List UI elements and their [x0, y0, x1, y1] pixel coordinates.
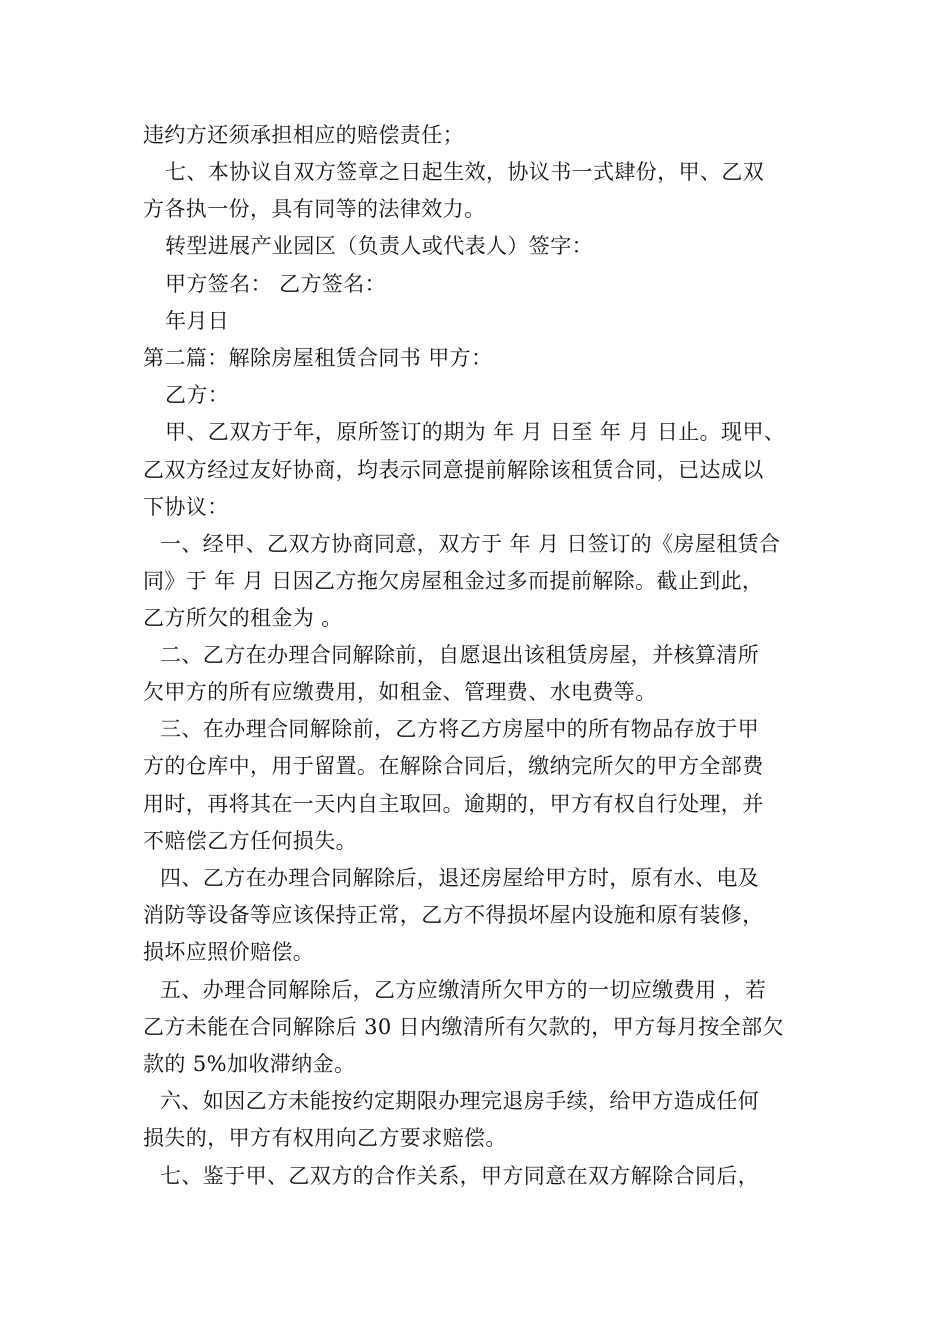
text-line: 消防等设备等应该保持正常，乙方不得损坏屋内设施和原有装修，	[143, 903, 764, 927]
text-line: 甲、乙双方于年，原所签订的期为 年 月 日至 年 月 日止。现甲、	[165, 420, 786, 444]
text-line: 违约方还须承担相应的赔偿责任；	[143, 123, 464, 147]
text-line: 一、经甲、乙双方协商同意，双方于 年 月 日签订的《房屋租赁合	[160, 532, 781, 556]
text-line: 甲方签名： 乙方签名：	[165, 272, 387, 296]
text-line: 不赔偿乙方任何损失。	[143, 829, 357, 853]
text-line: 乙方所欠的租金为 。	[143, 606, 343, 630]
text-line: 七、鉴于甲、乙双方的合作关系，甲方同意在双方解除合同后，	[160, 1164, 760, 1188]
text-line: 转型进展产业园区（负责人或代表人）签字：	[165, 234, 593, 258]
text-line: 年月日	[165, 309, 230, 333]
text-line: 下协议：	[143, 495, 229, 519]
text-line: 七、本协议自双方签章之日起生效，协议书一式肆份，甲、乙双	[165, 160, 765, 184]
text-line: 三、在办理合同解除前，乙方将乙方房屋中的所有物品存放于甲	[160, 717, 760, 741]
text-line: 款的 5%加收滞纳金。	[143, 1052, 356, 1076]
text-line: 四、乙方在办理合同解除后，退还房屋给甲方时，原有水、电及	[160, 866, 760, 890]
text-line: 五、办理合同解除后，乙方应缴清所欠甲方的一切应缴费用 ，若	[160, 978, 767, 1002]
text-line: 方的仓库中，用于留置。在解除合同后，缴纳完所欠的甲方全部费	[143, 754, 764, 778]
text-line: 损坏应照价赔偿。	[143, 940, 315, 964]
text-line: 乙方未能在合同解除后 30 日内缴清所有欠款的，甲方每月按全部欠	[143, 1015, 784, 1039]
text-line: 乙双方经过友好协商，均表示同意提前解除该租赁合同，已达成以	[143, 458, 764, 482]
text-line: 用时，再将其在一天内自主取回。逾期的，甲方有权自行处理，并	[143, 792, 764, 816]
text-line: 乙方：	[165, 383, 230, 407]
text-line: 同》于 年 月 日因乙方拖欠房屋租金过多而提前解除。截止到此，	[143, 569, 764, 593]
text-line: 欠甲方的所有应缴费用，如租金、管理费、水电费等。	[143, 680, 657, 704]
section-heading: 第二篇：解除房屋租赁合同书 甲方：	[143, 346, 493, 370]
text-line: 六、如因乙方未能按约定期限办理完退房手续，给甲方造成任何	[160, 1089, 760, 1113]
text-line: 损失的，甲方有权用向乙方要求赔偿。	[143, 1126, 507, 1150]
text-line: 方各执一份，具有同等的法律效力。	[143, 197, 486, 221]
text-line: 二、乙方在办理合同解除前，自愿退出该租赁房屋，并核算清所	[160, 643, 760, 667]
